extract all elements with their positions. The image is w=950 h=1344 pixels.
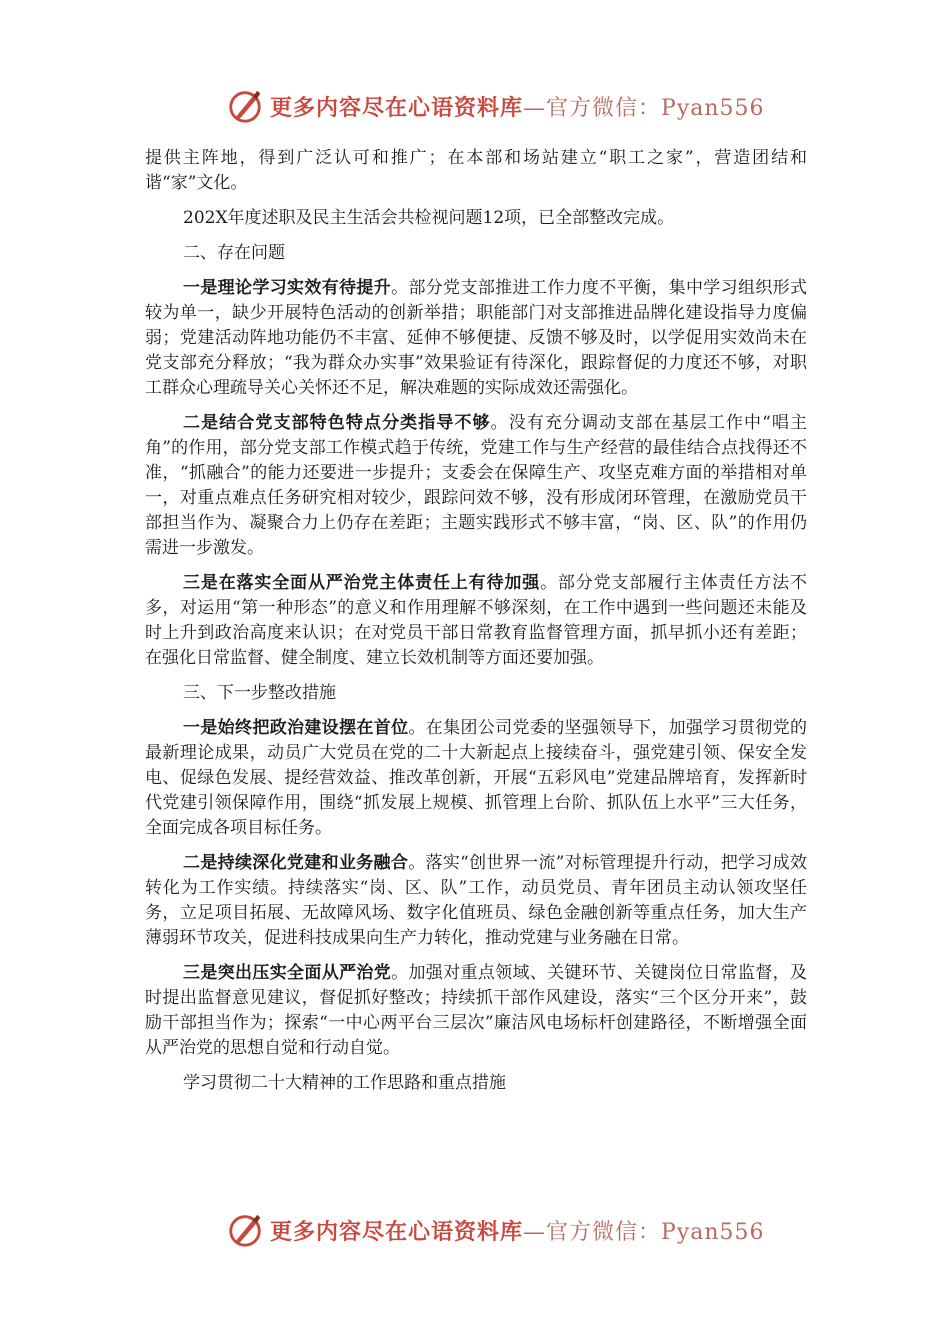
banner-text: 更多内容尽在心语资料库—官方微信：Pyan556: [270, 94, 765, 121]
paragraph-lead: 三是突出压实全面从严治党: [183, 963, 392, 983]
paragraph: [145, 716, 807, 841]
paragraph-text: 。加强对重点领域、关键环节、关键岗位日常监督，及时提出监督意见建议，督促抓好整改；持续抓干部作风建设，落实“三个区分开来”，鼓励干部担当作为；探索“一中心两平台三层次”廉洁风电场标杆创建路径，不断增强全面从严治党的思想自觉和行动自觉。: [145, 963, 808, 1058]
paragraph-lead: 一是始终把政治建设摆在首位: [183, 718, 409, 738]
banner-text: 更多内容尽在心语资料库—官方微信：Pyan556: [270, 1218, 765, 1245]
paragraph-text: 。部分党支部履行主体责任方法不多，对运用“第一种形态”的意义和作用理解不够深刻，在工作中遇到一些问题还未能及时上升到政治高度来认识；在对党员干部日常教育监督管理方面，抓早抓小还有差距；在强化日常监督、健全制度、建立长效机制等方面还要加强。: [145, 573, 808, 668]
pen-logo-icon: [226, 87, 264, 125]
paragraph: [145, 571, 807, 671]
paragraph: [145, 276, 807, 401]
paragraph-text: 。没有充分调动支部在基层工作中“唱主角”的作用，部分党支部工作模式趋于传统，党建工作与生产经营的最佳结合点找得还不准，“抓融合”的能力还要进一步提升；支委会在保障生产、攻坚克难方面的举措相对单一，对重点难点任务研究相对较少，跟踪问效不够，没有形成闭环管理，在激励党员干部担当作为、凝聚合力上仍存在差距；主题实践形式不够丰富，“岗、区、队”的作用仍需进一步激发。: [145, 413, 807, 558]
paragraph: [145, 851, 807, 951]
paragraph: [145, 411, 807, 561]
paragraph-text: 。落实“创世界一流”对标管理提升行动，把学习成效转化为工作实绩。持续落实“岗、区、队”工作，动员党员、青年团员主动认领攻坚任务，立足项目拓展、无故障风场、数字化值班员、绿色金融创新等重点任务，加大生产薄弱环节攻关，促进科技成果向生产力转化，推动党建与业务融在日常。: [145, 853, 808, 948]
paragraph-lead: 二是持续深化党建和业务融合: [183, 853, 409, 873]
banner-content: [226, 1208, 765, 1252]
paragraph: 202X年度述职及民主生活会共检视问题12项，已全部整改完成。: [183, 208, 675, 228]
paragraph: 提供主阵地，得到广泛认可和推广；在本部和场站建立“职工之家”，营造团结和谐“家”文化。: [145, 148, 807, 193]
section-heading: 二、存在问题: [183, 243, 285, 263]
banner-content: [226, 84, 765, 128]
paragraph-text: 。部分党支部推进工作力度不平衡，集中学习组织形式较为单一，缺少开展特色活动的创新举措；职能部门对支部推进品牌化建设指导力度偏弱；党建活动阵地功能仍不丰富、延伸不够便捷、反馈不够及时，以学促用实效尚未在党支部充分释放；“我为群众办实事”效果验证有待深化，跟踪督促的力度还不够，对职工群众心理疏导关心关怀还不足，解决难题的实际成效还需强化。: [145, 278, 808, 398]
paragraph-lead: 一是理论学习实效有待提升: [183, 278, 392, 298]
paragraph-text: 。在集团公司党委的坚强领导下，加强学习贯彻党的最新理论成果，动员广大党员在党的二十大新起点上接续奋斗，强党建引领、保安全发电、促绿色发展、提经营效益、推改革创新，开展“五彩风电”党建品牌培育，发挥新时代党建引领保障作用，围绕“抓发展上规模、抓管理上台阶、抓队伍上水平”三大任务，全面完成各项目标任务。: [145, 718, 808, 838]
paragraph-lead: 三是在落实全面从严治党主体责任上有待加强: [183, 573, 541, 593]
paragraph-lead: 二是结合党支部特色特点分类指导不够: [183, 413, 491, 433]
section-heading: 三、下一步整改措施: [183, 683, 336, 703]
document-body: [145, 146, 807, 1106]
paragraph: 学习贯彻二十大精神的工作思路和重点措施: [183, 1073, 506, 1093]
pen-logo-icon: [226, 1211, 264, 1249]
header-banner: [0, 84, 950, 128]
paragraph: [145, 961, 807, 1061]
footer-banner: [0, 1208, 950, 1252]
